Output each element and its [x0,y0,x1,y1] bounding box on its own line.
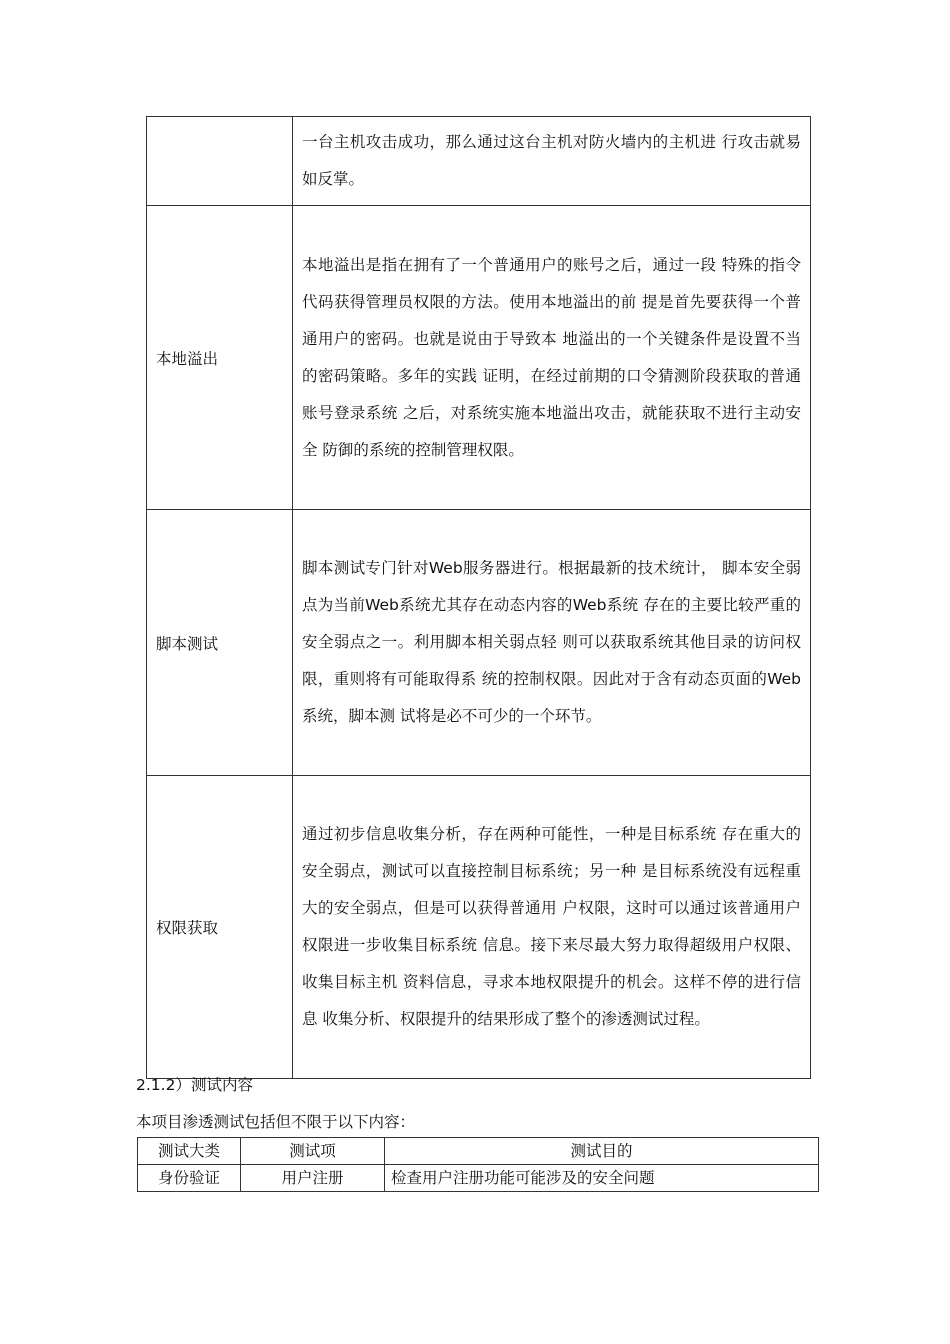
method-description-cell: 一台主机攻击成功，那么通过这台主机对防火墙内的主机进 行攻击就易如反掌。 [293,117,811,206]
table-row [147,117,811,206]
header-test-category: 测试大类 [138,1138,241,1165]
table-row [138,1165,819,1192]
header-test-item: 测试项 [241,1138,385,1165]
method-name-cell [147,117,293,206]
table-header-row [138,1138,819,1165]
cell-test-category: 身份验证 [138,1165,241,1192]
method-name-cell: 权限获取 [147,776,293,1079]
section-intro: 本项目渗透测试包括但不限于以下内容： [136,1113,416,1131]
method-description-cell: 脚本测试专门针对Web服务器进行。根据最新的技术统计， 脚本安全弱点为当前Web系统尤其存在动态内容的Web系统 存在的主要比较严重的安全弱点之一。利用脚本相关弱点轻 则可以获取系统其他目录的访问权限，重则将有可能取得系 统的控制权限。因此对于含有动态页面的Web系统，脚本测 试将是必不可少的一个环节。 [293,510,811,776]
cell-test-item: 用户注册 [241,1165,385,1192]
test-content-table [137,1137,819,1192]
header-test-purpose: 测试目的 [385,1138,819,1165]
table-row [147,510,811,776]
penetration-method-table [146,116,811,1079]
method-name-cell: 本地溢出 [147,206,293,510]
table-row [147,206,811,510]
table-row [147,776,811,1079]
method-description-cell: 本地溢出是指在拥有了一个普通用户的账号之后，通过一段 特殊的指令代码获得管理员权限的方法。使用本地溢出的前 提是首先要获得一个普通用户的密码。也就是说由于导致本 地溢出的一个关键条件是设置不当的密码策略。多年的实践 证明，在经过前期的口令猜测阶段获取的普通账号登录系统 之后，对系统实施本地溢出攻击，就能获取不进行主动安全 防御的系统的控制管理权限。 [293,206,811,510]
section-heading: 2.1.2）测试内容 [136,1076,253,1094]
method-description-cell: 通过初步信息收集分析，存在两种可能性，一种是目标系统 存在重大的安全弱点，测试可以直接控制目标系统；另一种 是目标系统没有远程重大的安全弱点，但是可以获得普通用 户权限，这时可以通过该普通用户权限进一步收集目标系统 信息。接下来尽最大努力取得超级用户权限、收集目标主机 资料信息，寻求本地权限提升的机会。这样不停的进行信息 收集分析、权限提升的结果形成了整个的渗透测试过程。 [293,776,811,1079]
method-name-cell: 脚本测试 [147,510,293,776]
cell-test-purpose: 检查用户注册功能可能涉及的安全问题 [385,1165,819,1192]
